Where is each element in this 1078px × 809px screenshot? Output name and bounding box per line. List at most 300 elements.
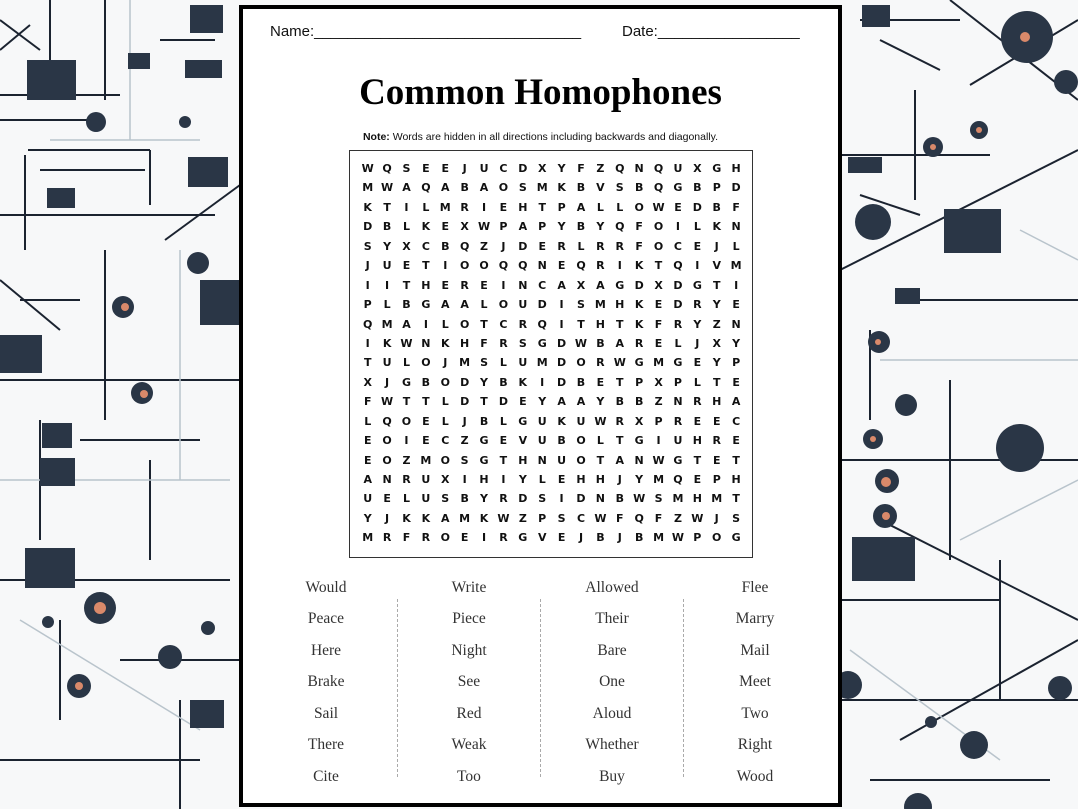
grid-letter[interactable]: B xyxy=(712,200,721,214)
grid-letter[interactable]: P xyxy=(654,414,663,428)
grid-letter[interactable]: B xyxy=(557,434,566,448)
grid-letter[interactable]: R xyxy=(673,317,683,331)
grid-letter[interactable]: L xyxy=(693,375,701,389)
grid-letter[interactable]: I xyxy=(559,492,564,506)
grid-letter[interactable]: U xyxy=(673,162,683,175)
grid-letter[interactable]: O xyxy=(440,375,450,389)
grid-letter[interactable]: J xyxy=(385,375,390,389)
grid-letter[interactable]: X xyxy=(363,375,372,389)
grid-letter[interactable]: A xyxy=(479,181,489,195)
grid-letter[interactable]: W xyxy=(633,492,646,506)
grid-letter[interactable]: V xyxy=(537,531,547,545)
grid-letter[interactable]: B xyxy=(634,531,644,545)
grid-letter[interactable]: O xyxy=(653,220,664,234)
grid-letter[interactable]: I xyxy=(423,317,428,331)
grid-letter[interactable]: S xyxy=(732,511,741,525)
grid-letter[interactable]: M xyxy=(362,531,374,545)
grid-letter[interactable]: E xyxy=(693,414,702,428)
grid-letter[interactable]: S xyxy=(518,181,527,195)
grid-letter[interactable]: B xyxy=(479,414,489,428)
grid-letter[interactable]: R xyxy=(615,414,625,428)
grid-letter[interactable]: D xyxy=(460,375,470,389)
grid-letter[interactable]: S xyxy=(402,162,411,175)
grid-letter[interactable]: I xyxy=(559,317,564,331)
grid-letter[interactable]: M xyxy=(536,356,548,370)
grid-letter[interactable]: D xyxy=(692,200,702,214)
grid-letter[interactable]: H xyxy=(595,317,605,331)
grid-letter[interactable]: E xyxy=(519,395,527,409)
grid-letter[interactable]: L xyxy=(499,356,507,370)
grid-letter[interactable]: E xyxy=(693,473,702,486)
grid-letter[interactable]: R xyxy=(693,298,702,312)
grid-letter[interactable]: T xyxy=(480,317,488,331)
grid-letter[interactable]: S xyxy=(654,492,663,506)
grid-letter[interactable]: O xyxy=(382,453,392,467)
grid-letter[interactable]: U xyxy=(421,473,431,486)
grid-letter[interactable]: Q xyxy=(382,162,392,175)
grid-letter[interactable]: E xyxy=(363,434,372,448)
grid-letter[interactable]: Y xyxy=(732,336,741,350)
grid-letter[interactable]: R xyxy=(596,259,605,273)
grid-letter[interactable]: E xyxy=(654,298,663,312)
grid-letter[interactable]: Y xyxy=(538,395,547,409)
grid-letter[interactable]: D xyxy=(557,375,567,389)
grid-letter[interactable]: N xyxy=(595,492,605,506)
grid-letter[interactable]: E xyxy=(460,531,469,545)
grid-letter[interactable]: L xyxy=(480,298,488,312)
grid-letter[interactable]: D xyxy=(557,336,567,350)
grid-letter[interactable]: J xyxy=(385,511,390,525)
grid-letter[interactable]: K xyxy=(479,511,489,525)
grid-letter[interactable]: E xyxy=(402,259,411,273)
grid-letter[interactable]: D xyxy=(576,492,586,506)
grid-letter[interactable]: E xyxy=(422,162,430,175)
grid-letter[interactable]: C xyxy=(499,162,508,175)
grid-letter[interactable]: K xyxy=(634,317,644,331)
grid-letter[interactable]: R xyxy=(382,531,392,545)
grid-letter[interactable]: G xyxy=(518,531,528,545)
grid-letter[interactable]: B xyxy=(402,298,411,312)
grid-letter[interactable]: E xyxy=(557,259,566,273)
grid-letter[interactable]: E xyxy=(383,492,391,506)
grid-letter[interactable]: X xyxy=(576,278,586,292)
grid-letter[interactable]: T xyxy=(712,278,721,292)
grid-letter[interactable]: G xyxy=(479,434,489,448)
grid-letter[interactable]: J xyxy=(714,239,719,253)
grid-letter[interactable]: P xyxy=(732,356,741,370)
grid-letter[interactable]: B xyxy=(460,492,469,506)
grid-letter[interactable]: S xyxy=(363,239,372,253)
grid-letter[interactable]: U xyxy=(673,434,683,448)
grid-letter[interactable]: D xyxy=(537,298,547,312)
grid-letter[interactable]: M xyxy=(672,492,684,506)
grid-letter[interactable]: Z xyxy=(402,453,411,467)
grid-letter[interactable]: W xyxy=(400,336,413,350)
grid-letter[interactable]: E xyxy=(654,336,663,350)
grid-letter[interactable]: R xyxy=(712,434,721,448)
grid-letter[interactable]: S xyxy=(615,181,624,195)
grid-letter[interactable]: L xyxy=(441,395,449,409)
grid-letter[interactable]: S xyxy=(577,298,585,312)
grid-letter[interactable]: D xyxy=(518,492,528,506)
grid-letter[interactable]: R xyxy=(596,239,605,253)
grid-letter[interactable]: G xyxy=(673,181,683,195)
grid-letter[interactable]: C xyxy=(732,414,741,428)
grid-letter[interactable]: X xyxy=(441,473,450,486)
grid-letter[interactable]: Z xyxy=(460,434,469,448)
grid-letter[interactable]: G xyxy=(421,298,431,312)
grid-letter[interactable]: F xyxy=(577,162,585,175)
grid-letter[interactable]: I xyxy=(675,220,680,234)
grid-letter[interactable]: F xyxy=(480,336,488,350)
grid-letter[interactable]: E xyxy=(674,200,682,214)
grid-letter[interactable]: I xyxy=(385,278,390,292)
grid-letter[interactable]: B xyxy=(615,492,624,506)
grid-letter[interactable]: G xyxy=(518,414,528,428)
grid-letter[interactable]: N xyxy=(731,317,741,331)
grid-letter[interactable]: F xyxy=(654,511,663,525)
grid-letter[interactable]: S xyxy=(557,511,566,525)
grid-letter[interactable]: R xyxy=(557,239,566,253)
grid-letter[interactable]: G xyxy=(634,356,644,370)
grid-letter[interactable]: L xyxy=(693,220,701,234)
grid-letter[interactable]: Q xyxy=(673,259,683,273)
grid-letter[interactable]: E xyxy=(441,162,450,175)
grid-letter[interactable]: E xyxy=(422,434,430,448)
grid-letter[interactable]: K xyxy=(421,511,431,525)
grid-letter[interactable]: Q xyxy=(421,181,431,195)
grid-letter[interactable]: G xyxy=(692,278,702,292)
grid-letter[interactable]: L xyxy=(402,356,410,370)
grid-letter[interactable]: C xyxy=(673,239,682,253)
grid-letter[interactable]: M xyxy=(711,492,723,506)
grid-letter[interactable]: M xyxy=(536,181,548,195)
grid-letter[interactable]: K xyxy=(557,181,566,195)
grid-letter[interactable]: I xyxy=(481,200,487,214)
grid-letter[interactable]: L xyxy=(402,492,410,506)
grid-letter[interactable]: E xyxy=(441,220,450,234)
grid-letter[interactable]: P xyxy=(635,375,644,389)
grid-letter[interactable]: C xyxy=(538,278,547,292)
grid-letter[interactable]: E xyxy=(712,453,721,467)
grid-letter[interactable]: L xyxy=(383,298,391,312)
grid-letter[interactable]: A xyxy=(402,181,411,195)
grid-letter[interactable]: K xyxy=(634,298,644,312)
grid-letter[interactable]: G xyxy=(673,356,683,370)
grid-letter[interactable]: I xyxy=(404,200,409,214)
grid-letter[interactable]: X xyxy=(402,239,411,253)
grid-letter[interactable]: N xyxy=(382,473,392,486)
grid-letter[interactable]: K xyxy=(712,220,721,234)
grid-letter[interactable]: H xyxy=(731,162,741,175)
grid-letter[interactable]: D xyxy=(363,220,373,234)
grid-letter[interactable]: Y xyxy=(480,375,489,389)
grid-letter[interactable]: J xyxy=(714,511,719,525)
grid-letter[interactable]: Q xyxy=(653,162,664,175)
grid-letter[interactable]: L xyxy=(674,336,682,350)
grid-letter[interactable]: N xyxy=(634,453,644,467)
grid-letter[interactable]: Y xyxy=(712,298,721,312)
grid-letter[interactable]: A xyxy=(596,278,605,292)
grid-letter[interactable]: F xyxy=(635,239,643,253)
grid-letter[interactable]: T xyxy=(654,259,663,273)
grid-letter[interactable]: E xyxy=(538,239,546,253)
grid-letter[interactable]: O xyxy=(440,453,450,467)
grid-letter[interactable]: Y xyxy=(596,395,605,409)
grid-letter[interactable]: B xyxy=(576,220,586,234)
grid-letter[interactable]: R xyxy=(499,531,508,545)
grid-letter[interactable]: B xyxy=(634,181,644,195)
grid-letter[interactable]: Q xyxy=(576,259,586,273)
grid-letter[interactable]: W xyxy=(594,414,607,428)
grid-letter[interactable]: C xyxy=(421,239,430,253)
grid-letter[interactable]: O xyxy=(479,259,489,273)
grid-letter[interactable]: R xyxy=(634,336,644,350)
grid-letter[interactable]: P xyxy=(673,375,682,389)
grid-letter[interactable]: G xyxy=(634,434,644,448)
grid-letter[interactable]: N xyxy=(537,453,547,467)
grid-letter[interactable]: D xyxy=(731,181,741,195)
grid-letter[interactable]: O xyxy=(498,181,509,195)
grid-letter[interactable]: A xyxy=(441,181,450,195)
grid-letter[interactable]: P xyxy=(712,473,721,486)
grid-letter[interactable]: M xyxy=(439,200,451,214)
grid-letter[interactable]: Q xyxy=(518,259,528,273)
grid-letter[interactable]: T xyxy=(480,395,488,409)
grid-letter[interactable]: O xyxy=(712,531,722,545)
grid-letter[interactable]: Q xyxy=(363,317,373,331)
grid-letter[interactable]: N xyxy=(634,162,644,175)
grid-letter[interactable]: R xyxy=(402,473,411,486)
grid-letter[interactable]: H xyxy=(615,298,625,312)
grid-letter[interactable]: P xyxy=(538,220,547,234)
grid-letter[interactable]: A xyxy=(615,336,625,350)
grid-letter[interactable]: U xyxy=(518,298,528,312)
grid-letter[interactable]: K xyxy=(363,200,372,214)
grid-letter[interactable]: I xyxy=(462,473,467,486)
grid-letter[interactable]: K xyxy=(402,511,411,525)
grid-letter[interactable]: F xyxy=(363,395,372,409)
grid-letter[interactable]: H xyxy=(518,200,528,214)
grid-letter[interactable]: U xyxy=(421,492,431,506)
grid-letter[interactable]: A xyxy=(402,317,411,331)
grid-letter[interactable]: T xyxy=(732,453,740,467)
grid-letter[interactable]: C xyxy=(499,317,508,331)
grid-letter[interactable]: M xyxy=(653,356,665,370)
grid-letter[interactable]: K xyxy=(440,336,450,350)
grid-letter[interactable]: L xyxy=(364,414,372,428)
grid-letter[interactable]: N xyxy=(537,259,547,273)
grid-letter[interactable]: W xyxy=(652,453,665,467)
grid-letter[interactable]: P xyxy=(499,220,508,234)
grid-letter[interactable]: K xyxy=(518,375,528,389)
grid-letter[interactable]: R xyxy=(596,356,605,370)
grid-letter[interactable]: W xyxy=(613,356,626,370)
grid-letter[interactable]: H xyxy=(421,278,431,292)
grid-letter[interactable]: E xyxy=(732,298,740,312)
grid-letter[interactable]: D xyxy=(673,298,683,312)
grid-letter[interactable]: Z xyxy=(673,511,682,525)
grid-letter[interactable]: I xyxy=(501,473,506,486)
grid-letter[interactable]: I xyxy=(404,434,409,448)
grid-letter[interactable]: F xyxy=(402,531,411,545)
grid-letter[interactable]: N xyxy=(518,278,528,292)
grid-letter[interactable]: L xyxy=(499,414,507,428)
grid-letter[interactable]: L xyxy=(596,434,604,448)
grid-letter[interactable]: U xyxy=(382,356,392,370)
grid-letter[interactable]: A xyxy=(731,395,741,409)
grid-letter[interactable]: I xyxy=(501,278,506,292)
grid-letter[interactable]: M xyxy=(459,511,471,525)
grid-letter[interactable]: F xyxy=(654,317,663,331)
grid-letter[interactable]: B xyxy=(421,375,431,389)
grid-letter[interactable]: O xyxy=(382,434,392,448)
grid-letter[interactable]: E xyxy=(499,434,508,448)
grid-letter[interactable]: A xyxy=(460,298,469,312)
grid-letter[interactable]: T xyxy=(422,395,430,409)
grid-letter[interactable]: B xyxy=(576,375,586,389)
grid-letter[interactable]: I xyxy=(734,278,739,292)
grid-letter[interactable]: N xyxy=(673,395,683,409)
grid-letter[interactable]: J xyxy=(578,531,584,545)
grid-letter[interactable]: D xyxy=(518,162,528,175)
grid-letter[interactable]: M xyxy=(459,356,471,370)
grid-letter[interactable]: Z xyxy=(596,162,605,175)
grid-letter[interactable]: B xyxy=(615,395,624,409)
grid-letter[interactable]: Q xyxy=(653,181,664,195)
grid-letter[interactable]: H xyxy=(460,336,470,350)
grid-letter[interactable]: N xyxy=(421,336,431,350)
grid-letter[interactable]: R xyxy=(421,531,431,545)
grid-letter[interactable]: E xyxy=(732,375,740,389)
grid-letter[interactable]: B xyxy=(460,181,469,195)
grid-letter[interactable]: O xyxy=(459,259,470,273)
grid-letter[interactable]: O xyxy=(498,298,509,312)
grid-letter[interactable]: R xyxy=(518,317,528,331)
grid-letter[interactable]: D xyxy=(498,395,508,409)
grid-letter[interactable]: T xyxy=(712,375,721,389)
grid-letter[interactable]: Q xyxy=(615,162,625,175)
grid-letter[interactable]: R xyxy=(499,336,508,350)
grid-letter[interactable]: G xyxy=(537,336,547,350)
grid-letter[interactable]: D xyxy=(557,356,567,370)
grid-letter[interactable]: Y xyxy=(363,511,372,525)
grid-letter[interactable]: I xyxy=(559,298,564,312)
grid-letter[interactable]: X xyxy=(654,375,663,389)
grid-letter[interactable]: T xyxy=(616,434,624,448)
grid-letter[interactable]: Y xyxy=(635,473,644,486)
grid-letter[interactable]: R xyxy=(499,492,508,506)
grid-letter[interactable]: S xyxy=(538,492,547,506)
grid-letter[interactable]: G xyxy=(615,278,625,292)
grid-letter[interactable]: H xyxy=(479,473,489,486)
grid-letter[interactable]: X xyxy=(654,278,663,292)
grid-letter[interactable]: H xyxy=(731,473,741,486)
grid-letter[interactable]: U xyxy=(537,434,547,448)
grid-letter[interactable]: A xyxy=(441,298,450,312)
grid-letter[interactable]: U xyxy=(382,259,392,273)
grid-letter[interactable]: U xyxy=(576,414,586,428)
grid-letter[interactable]: J xyxy=(462,162,467,175)
grid-letter[interactable]: L xyxy=(577,239,585,253)
grid-letter[interactable]: U xyxy=(363,492,373,506)
grid-letter[interactable]: E xyxy=(480,278,488,292)
grid-letter[interactable]: F xyxy=(616,511,624,525)
grid-letter[interactable]: B xyxy=(382,220,392,234)
grid-letter[interactable]: E xyxy=(499,200,508,214)
grid-letter[interactable]: Z xyxy=(518,511,527,525)
grid-letter[interactable]: L xyxy=(616,200,624,214)
grid-letter[interactable]: I xyxy=(695,259,700,273)
grid-letter[interactable]: E xyxy=(693,239,702,253)
grid-letter[interactable]: O xyxy=(634,200,644,214)
grid-letter[interactable]: B xyxy=(596,531,605,545)
grid-letter[interactable]: T xyxy=(363,356,372,370)
grid-letter[interactable]: L xyxy=(422,200,430,214)
grid-letter[interactable]: N xyxy=(731,220,741,234)
grid-letter[interactable]: A xyxy=(615,453,625,467)
grid-letter[interactable]: Y xyxy=(596,220,605,234)
grid-letter[interactable]: R xyxy=(460,200,469,214)
grid-letter[interactable]: L xyxy=(538,473,546,486)
grid-letter[interactable]: I xyxy=(443,259,448,273)
grid-letter[interactable]: R xyxy=(673,414,683,428)
grid-letter[interactable]: Y xyxy=(693,317,702,331)
grid-letter[interactable]: L xyxy=(596,200,604,214)
grid-letter[interactable]: H xyxy=(692,492,702,506)
grid-letter[interactable]: K xyxy=(382,336,392,350)
grid-letter[interactable]: X xyxy=(537,162,547,175)
grid-letter[interactable]: Y xyxy=(557,162,566,175)
grid-letter[interactable]: U xyxy=(518,356,528,370)
grid-letter[interactable]: D xyxy=(634,278,644,292)
grid-letter[interactable]: L xyxy=(732,239,740,253)
grid-letter[interactable]: P xyxy=(693,531,702,545)
grid-letter[interactable]: Q xyxy=(537,317,547,331)
grid-letter[interactable]: E xyxy=(693,356,702,370)
grid-letter[interactable]: M xyxy=(653,473,665,486)
grid-letter[interactable]: I xyxy=(656,434,661,448)
grid-letter[interactable]: R xyxy=(460,278,469,292)
grid-letter[interactable]: X xyxy=(460,220,469,234)
grid-letter[interactable]: U xyxy=(479,162,489,175)
grid-letter[interactable]: M xyxy=(730,259,742,273)
grid-letter[interactable]: T xyxy=(422,259,430,273)
grid-letter[interactable]: T xyxy=(538,200,546,214)
grid-letter[interactable]: A xyxy=(557,395,566,409)
grid-letter[interactable]: J xyxy=(617,473,622,486)
grid-letter[interactable]: W xyxy=(691,511,704,525)
grid-letter[interactable]: Y xyxy=(480,492,489,506)
grid-letter[interactable]: G xyxy=(731,531,741,545)
grid-letter[interactable]: T xyxy=(596,453,605,467)
grid-letter[interactable]: B xyxy=(499,375,508,389)
grid-letter[interactable]: D xyxy=(460,395,470,409)
grid-letter[interactable]: S xyxy=(518,336,527,350)
grid-letter[interactable]: K xyxy=(634,259,644,273)
grid-letter[interactable]: E xyxy=(596,375,605,389)
grid-letter[interactable]: H xyxy=(692,434,702,448)
grid-letter[interactable]: W xyxy=(594,511,607,525)
grid-letter[interactable]: O xyxy=(421,356,431,370)
grid-letter[interactable]: X xyxy=(693,162,702,175)
grid-letter[interactable]: J xyxy=(462,414,467,428)
grid-letter[interactable]: O xyxy=(440,531,450,545)
grid-letter[interactable]: H xyxy=(576,473,586,486)
grid-letter[interactable]: Y xyxy=(557,220,566,234)
grid-letter[interactable]: E xyxy=(732,434,740,448)
grid-letter[interactable]: E xyxy=(712,414,721,428)
